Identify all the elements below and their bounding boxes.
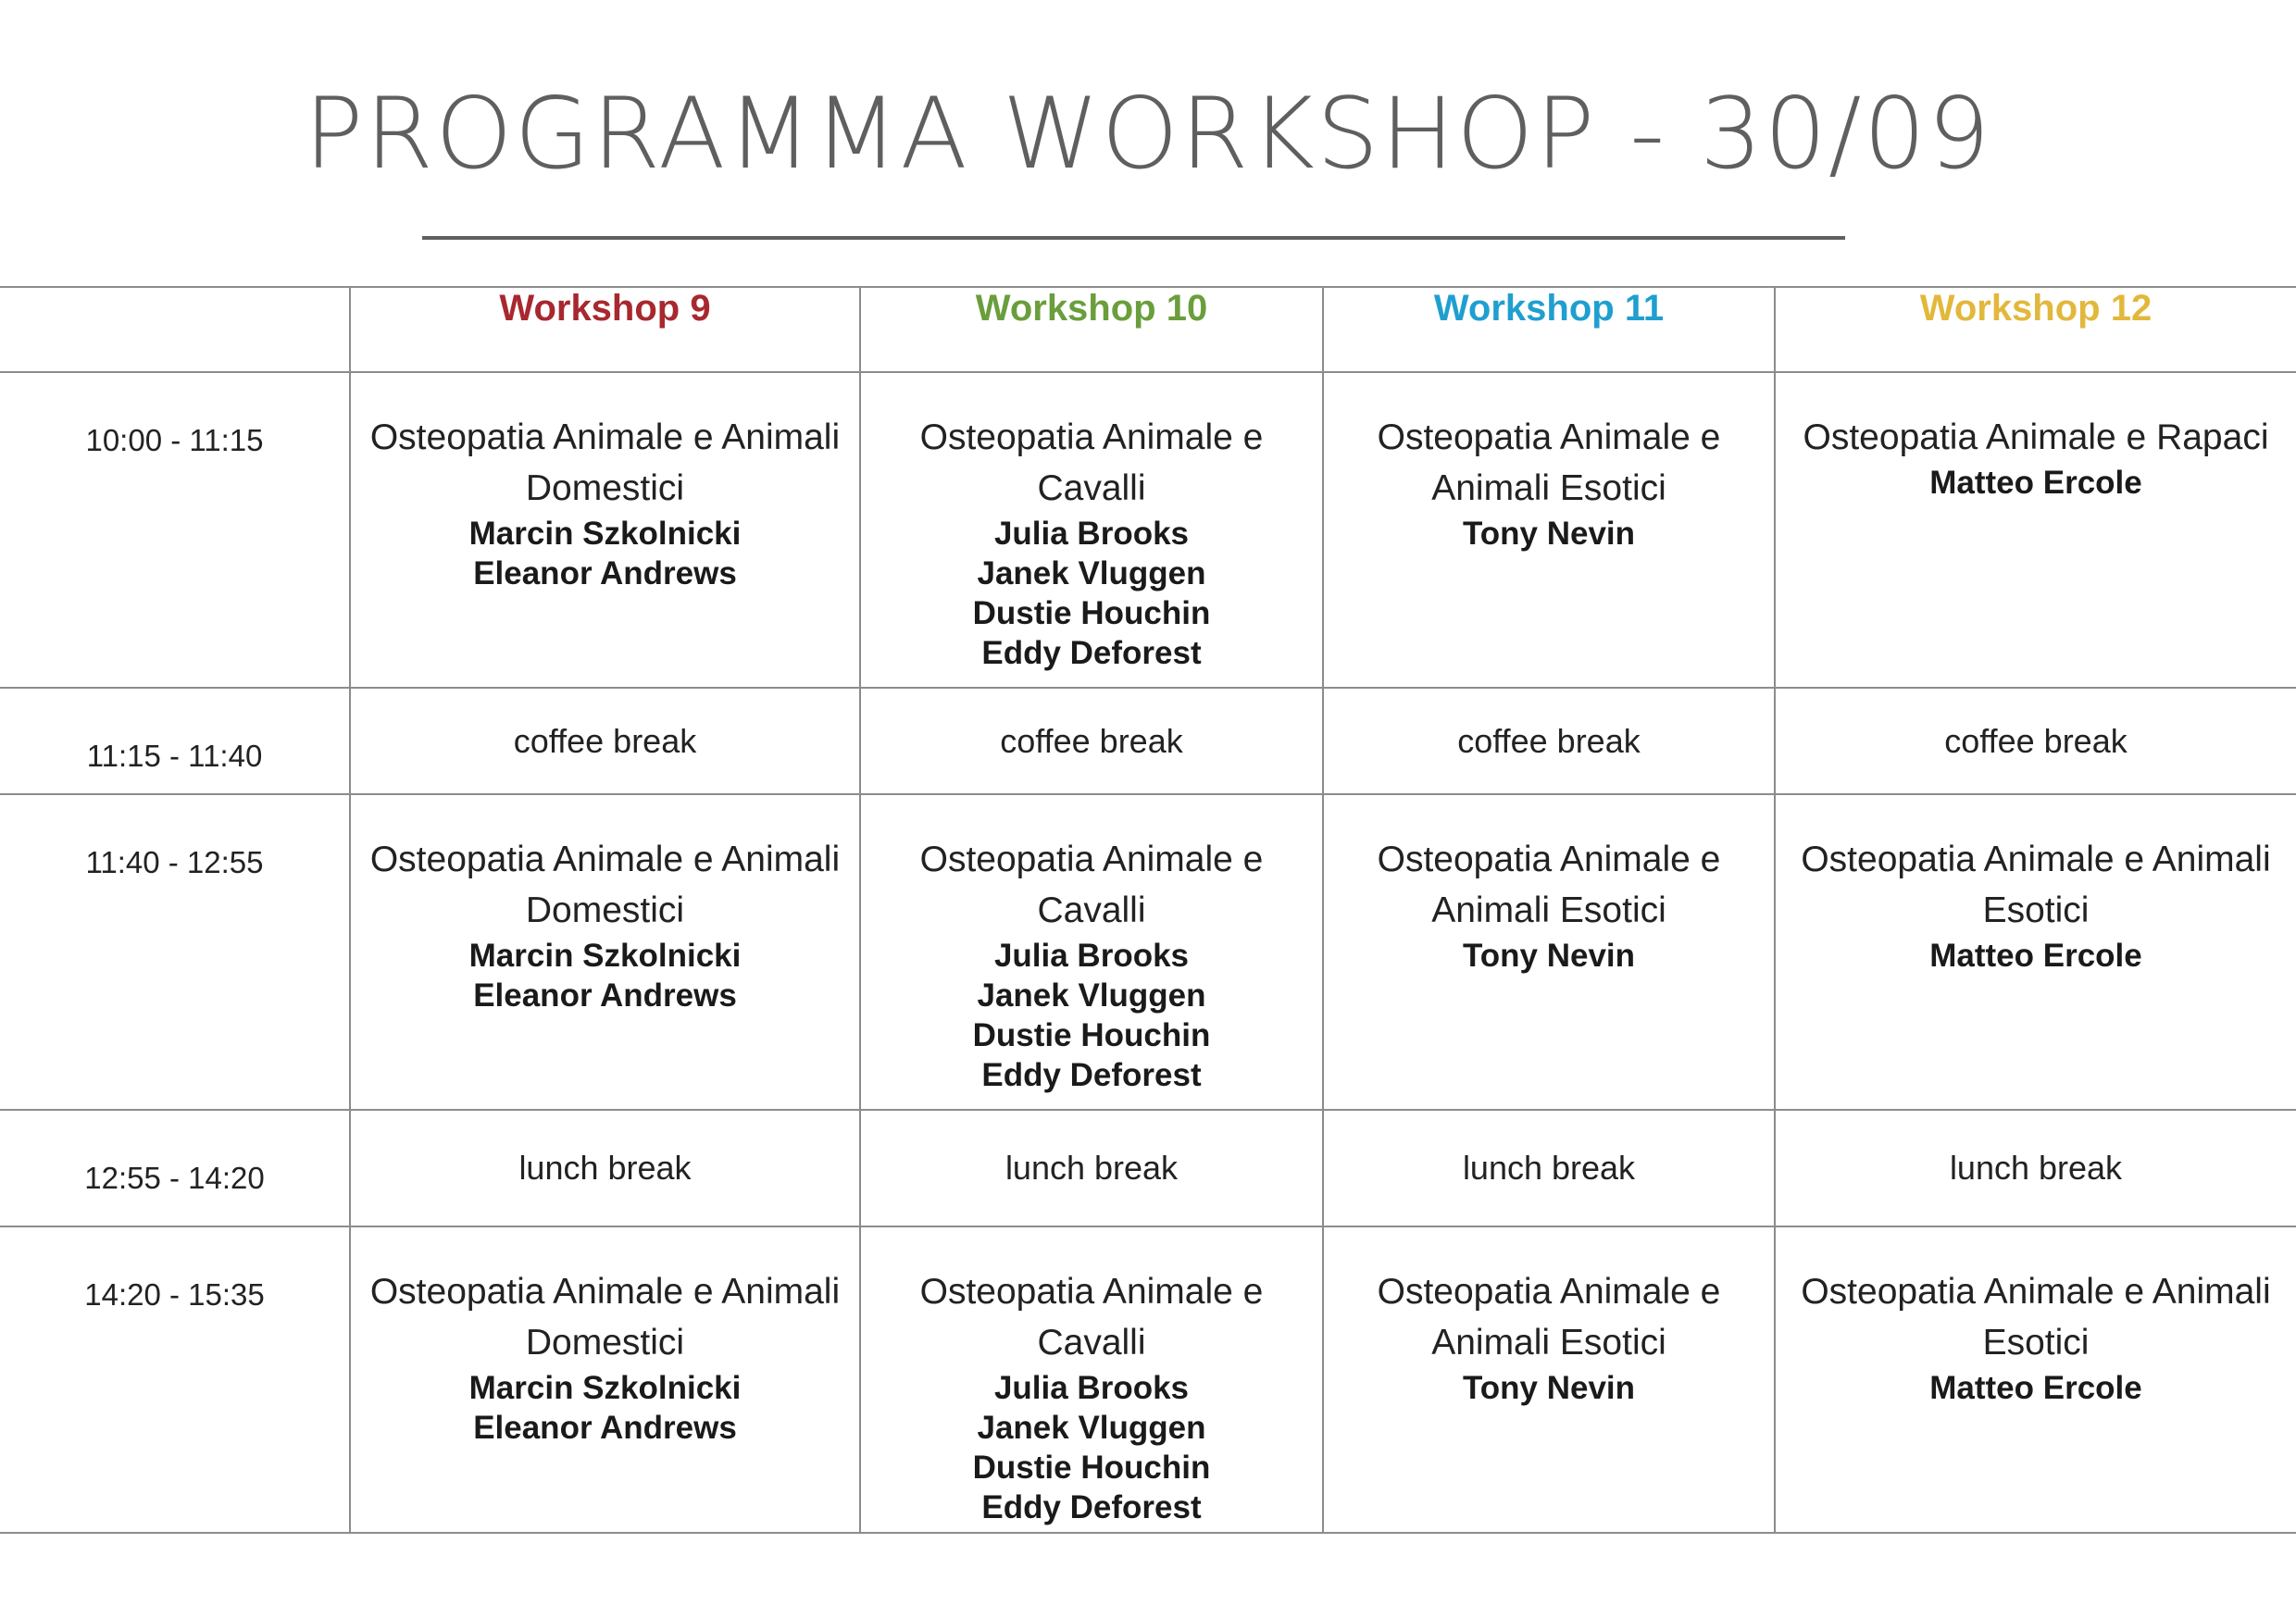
time-slot: 12:55 - 14:20 <box>0 1110 350 1226</box>
session-row <box>0 372 2296 688</box>
speaker-name: Eleanor Andrews <box>473 555 737 591</box>
session-title: Osteopatia Animale e Cavalli <box>919 1272 1264 1363</box>
time-column-header <box>0 287 350 372</box>
speaker-name: Tony Nevin <box>1462 938 1636 974</box>
workshop-header: Workshop 9 <box>350 287 860 372</box>
session-title: Osteopatia Animale e Cavalli <box>919 417 1264 508</box>
session-title: Osteopatia Animale e Animali Domestici <box>369 840 841 930</box>
speaker-name: Eleanor Andrews <box>473 977 737 1014</box>
session-cell <box>860 372 1323 688</box>
speaker-name: Matteo Ercole <box>1929 938 2142 974</box>
session-cell <box>1323 372 1775 688</box>
session-cell <box>350 1226 860 1533</box>
session-cell <box>1775 1226 2296 1533</box>
session-title: Osteopatia Animale e Animali Domestici <box>369 417 841 508</box>
speaker-name: Matteo Ercole <box>1929 1370 2142 1406</box>
speaker-name: Marcin Szkolnicki <box>468 516 742 552</box>
session-title: Osteopatia Animale e Cavalli <box>919 840 1264 930</box>
speaker-name: Janek Vluggen <box>977 1410 1206 1446</box>
session-cell <box>860 1226 1323 1533</box>
break-cell: coffee break <box>1775 688 2296 794</box>
time-slot: 11:40 - 12:55 <box>0 794 350 1110</box>
session-title: Osteopatia Animale e Animali Esotici <box>1801 1272 2271 1363</box>
session-cell <box>860 794 1323 1110</box>
session-cell <box>1323 794 1775 1110</box>
session-title: Osteopatia Animale e Animali Esotici <box>1377 417 1721 508</box>
session-title: Osteopatia Animale e Animali Esotici <box>1801 840 2271 930</box>
time-slot: 14:20 - 15:35 <box>0 1226 350 1533</box>
break-row <box>0 1110 2296 1226</box>
speaker-name: Tony Nevin <box>1462 516 1636 552</box>
break-cell: coffee break <box>350 688 860 794</box>
speaker-name: Julia Brooks <box>993 516 1190 552</box>
speaker-name: Eleanor Andrews <box>473 1410 737 1446</box>
header-row <box>0 287 2296 372</box>
speaker-name: Eddy Deforest <box>981 1489 1202 1525</box>
page-title: PROGRAMMA WORKSHOP - 30/09 <box>304 77 1992 191</box>
session-row <box>0 1226 2296 1533</box>
speaker-name: Marcin Szkolnicki <box>468 1370 742 1406</box>
speaker-name: Matteo Ercole <box>1929 465 2142 501</box>
session-title: Osteopatia Animale e Rapaci <box>1803 417 2269 457</box>
break-cell: lunch break <box>350 1110 860 1226</box>
session-title: Osteopatia Animale e Animali Esotici <box>1377 1272 1721 1363</box>
session-cell <box>350 372 860 688</box>
speaker-name: Dustie Houchin <box>972 1017 1211 1053</box>
title-divider <box>422 236 1845 240</box>
workshop-header: Workshop 11 <box>1323 287 1775 372</box>
schedule-table <box>0 286 2296 1534</box>
time-slot: 10:00 - 11:15 <box>0 372 350 688</box>
session-row <box>0 794 2296 1110</box>
speaker-name: Julia Brooks <box>993 938 1190 974</box>
break-cell: lunch break <box>1775 1110 2296 1226</box>
break-cell: coffee break <box>860 688 1323 794</box>
session-cell <box>1775 794 2296 1110</box>
workshop-header: Workshop 10 <box>860 287 1323 372</box>
break-cell: lunch break <box>860 1110 1323 1226</box>
break-row <box>0 688 2296 794</box>
session-title: Osteopatia Animale e Animali Domestici <box>369 1272 841 1363</box>
time-slot: 11:15 - 11:40 <box>0 688 350 794</box>
speaker-name: Dustie Houchin <box>972 1450 1211 1486</box>
speaker-name: Dustie Houchin <box>972 595 1211 631</box>
speaker-name: Tony Nevin <box>1462 1370 1636 1406</box>
workshop-header: Workshop 12 <box>1775 287 2296 372</box>
speaker-name: Janek Vluggen <box>977 977 1206 1014</box>
break-cell: coffee break <box>1323 688 1775 794</box>
speaker-name: Eddy Deforest <box>981 1057 1202 1093</box>
speaker-name: Eddy Deforest <box>981 635 1202 671</box>
session-cell <box>1775 372 2296 688</box>
session-cell <box>1323 1226 1775 1533</box>
break-cell: lunch break <box>1323 1110 1775 1226</box>
session-title: Osteopatia Animale e Animali Esotici <box>1377 840 1721 930</box>
speaker-name: Julia Brooks <box>993 1370 1190 1406</box>
speaker-name: Janek Vluggen <box>977 555 1206 591</box>
session-cell <box>350 794 860 1110</box>
speaker-name: Marcin Szkolnicki <box>468 938 742 974</box>
